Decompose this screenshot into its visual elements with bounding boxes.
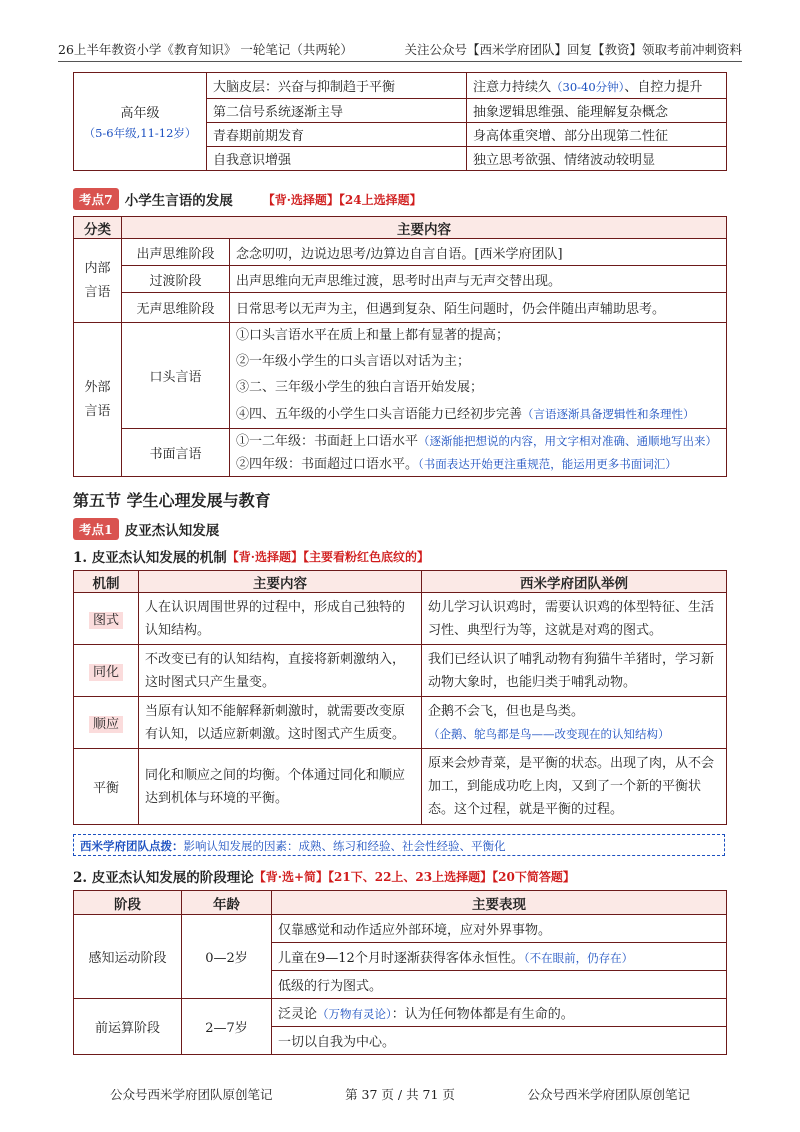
footer-right: 公众号西米学府团队原创笔记 bbox=[527, 1087, 690, 1102]
stage-item: 仅靠感觉和动作适应外部环境，应对外界事物。 bbox=[272, 915, 727, 943]
mechanism-example: 幼儿学习认识鸡时，需要认识鸡的体型特征、生活习性、典型行为等，这就是对鸡的图式。 bbox=[422, 593, 727, 645]
section5-title: 第五节 学生心理发展与教育 bbox=[73, 491, 271, 510]
mechanism-example: 我们已经认识了哺乳动物有狗猫牛羊猪时，学习新动物大象时，也能归类于哺乳动物。 bbox=[422, 645, 727, 697]
mechanism-table bbox=[73, 570, 727, 825]
inner-stage: 出声思维阶段 bbox=[122, 239, 230, 266]
written-item: ①一二年级：书面赶上口语水平（逐渐能把想说的内容，用文字相对准确、通顺地写出来） bbox=[236, 433, 718, 449]
inner-stage: 无声思维阶段 bbox=[122, 293, 230, 323]
grade-sublabel: （5-6年级,11-12岁） bbox=[83, 126, 197, 140]
grade-row-b: 独立思考欲强、情绪波动较明显 bbox=[467, 147, 727, 171]
stage-table bbox=[73, 890, 727, 1055]
stage-age: 0—2岁 bbox=[182, 915, 272, 999]
mechanism-name: 图式 bbox=[74, 593, 139, 645]
stage-item: 低级的行为图式。 bbox=[272, 971, 727, 999]
mechanism-heading: 1. 皮亚杰认知发展的机制 【背·选择题】【主要看粉红色底纹的】 bbox=[73, 549, 429, 566]
col-content: 主要内容 bbox=[139, 571, 422, 593]
outer-speech-label: 外部言语 bbox=[74, 323, 122, 477]
stage-age: 2—7岁 bbox=[182, 999, 272, 1055]
grade-row-a: 第二信号系统逐渐主导 bbox=[207, 99, 467, 123]
oral-item: ②一年级小学生的口头言语以对话为主； bbox=[236, 354, 471, 369]
tip-label: 西米学府团队点拨： bbox=[80, 839, 184, 853]
inner-text: 日常思考以无声为主，但遇到复杂、陌生问题时，仍会伴随出声辅助思考。 bbox=[230, 293, 727, 323]
kaodian1-heading bbox=[73, 518, 219, 540]
col-content: 主要内容 bbox=[122, 217, 727, 239]
col-age: 年龄 bbox=[182, 891, 272, 915]
stage-item: 泛灵论（万物有灵论）：认为任何物体都是有生命的。 bbox=[272, 999, 727, 1027]
grade-row-a: 自我意识增强 bbox=[207, 147, 467, 171]
language-table bbox=[73, 216, 727, 477]
col-stage: 阶段 bbox=[74, 891, 182, 915]
oral-label: 口头言语 bbox=[122, 323, 230, 429]
written-items bbox=[230, 429, 727, 477]
mechanism-example: 企鹅不会飞，但也是鸟类。 （企鹅、鸵鸟都是鸟——改变现在的认知结构） bbox=[422, 697, 727, 749]
footer-center: 第 37 页 / 共 71 页 bbox=[345, 1087, 455, 1102]
kaodian7-title: 小学生言语的发展 bbox=[124, 193, 233, 209]
inner-speech-label: 内部言语 bbox=[74, 239, 122, 323]
page-footer bbox=[110, 1085, 690, 1103]
oral-item: ④四、五年级的小学生口头言语能力已经初步完善（言语逐渐具备逻辑性和条理性） bbox=[236, 407, 695, 422]
grade-row-b: 身高体重突增、部分出现第二性征 bbox=[467, 123, 727, 147]
tip-text: 影响认知发展的因素：成熟、练习和经验、社会性经验、平衡化 bbox=[183, 839, 506, 853]
grade-row-b: 注意力持续久（30-40分钟）、自控力提升 bbox=[467, 73, 727, 99]
mechanism-name: 同化 bbox=[74, 645, 139, 697]
mechanism-example: 原来会炒青菜，是平衡的状态。出现了肉，从不会加工，到能成功吃上肉，又到了一个新的平衡状态。这个过程，就是平衡的过程。 bbox=[422, 749, 727, 825]
header-right: 关注公众号【西米学府团队】回复【教资】领取考前冲刺资料 bbox=[404, 42, 742, 57]
grade-row-a: 青春期前期发育 bbox=[207, 123, 467, 147]
oral-items bbox=[230, 323, 727, 429]
inner-text: 出声思维向无声思维过渡，思考时出声与无声交替出现。 bbox=[230, 266, 727, 293]
kaodian1-title: 皮亚杰认知发展 bbox=[124, 523, 220, 539]
mechanism-tags: 【背·选择题】【主要看粉红色底纹的】 bbox=[226, 549, 429, 564]
col-example: 西米学府团队举例 bbox=[422, 571, 727, 593]
grade-row-a: 大脑皮层：兴奋与抑制趋于平衡 bbox=[207, 73, 467, 99]
mechanism-name: 顺应 bbox=[74, 697, 139, 749]
col-mechanism: 机制 bbox=[74, 571, 139, 593]
mechanism-content: 当原有认知不能解释新刺激时，就需要改变原有认知，以适应新刺激。这时图式产生质变。 bbox=[139, 697, 422, 749]
grade-label: 高年级 bbox=[120, 106, 160, 121]
mechanism-content: 不改变已有的认知结构，直接将新刺激纳入，这时图式只产生量变。 bbox=[139, 645, 422, 697]
stage-name: 感知运动阶段 bbox=[74, 915, 182, 999]
grade-table bbox=[73, 72, 727, 171]
stage-item: 儿童在9—12个月时逐渐获得客体永恒性。（不在眼前，仍存在） bbox=[272, 943, 727, 971]
grade-label-cell bbox=[74, 73, 207, 171]
page-header bbox=[58, 40, 742, 62]
footer-left: 公众号西米学府团队原创笔记 bbox=[110, 1087, 273, 1102]
mechanism-content: 同化和顺应之间的均衡。个体通过同化和顺应达到机体与环境的平衡。 bbox=[139, 749, 422, 825]
col-performance: 主要表现 bbox=[272, 891, 727, 915]
inner-stage: 过渡阶段 bbox=[122, 266, 230, 293]
kaodian7-badge: 考点7 bbox=[73, 188, 119, 210]
tip-box bbox=[73, 834, 725, 856]
mechanism-name: 平衡 bbox=[74, 749, 139, 825]
col-category: 分类 bbox=[74, 217, 122, 239]
grade-row-b: 抽象逻辑思维强、能理解复杂概念 bbox=[467, 99, 727, 123]
mechanism-content: 人在认识周围世界的过程中，形成自己独特的认知结构。 bbox=[139, 593, 422, 645]
inner-text: 念念叨叨，边说边思考/边算边自言自语。[西米学府团队] bbox=[230, 239, 727, 266]
kaodian7-tags: 【背·选择题】【24上选择题】 bbox=[262, 192, 422, 207]
header-left: 26上半年教资小学《教育知识》 一轮笔记（共两轮） bbox=[58, 42, 353, 57]
written-label: 书面言语 bbox=[122, 429, 230, 477]
stage-heading: 2. 皮亚杰认知发展的阶段理论 【背·选+简】【21下、22上、23上选择题】【20下简答题】 bbox=[73, 869, 575, 886]
stage-item: 一切以自我为中心。 bbox=[272, 1027, 727, 1055]
stage-name: 前运算阶段 bbox=[74, 999, 182, 1055]
stage-tags: 【背·选+简】【21下、22上、23上选择题】【20下简答题】 bbox=[253, 869, 575, 884]
kaodian7-heading bbox=[73, 188, 422, 210]
oral-item: ①口头言语水平在质上和量上都有显著的提高； bbox=[236, 328, 510, 343]
written-item: ②四年级：书面超过口语水平。（书面表达开始更注重规范，能运用更多书面词汇） bbox=[236, 456, 677, 472]
oral-item: ③二、三年级小学生的独白言语开始发展； bbox=[236, 380, 484, 395]
kaodian1-badge: 考点1 bbox=[73, 518, 119, 540]
